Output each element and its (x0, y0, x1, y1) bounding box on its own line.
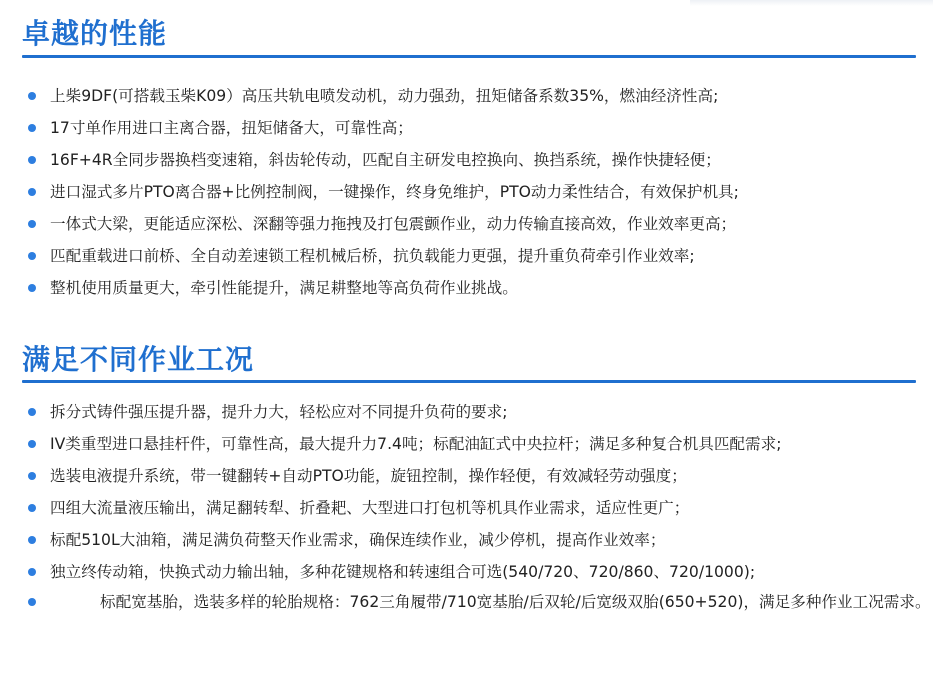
section-title: 满足不同作业工况 (22, 343, 255, 376)
bullet-dot-icon (28, 252, 36, 260)
section-title: 卓越的性能 (22, 17, 168, 50)
list-item (0, 176, 933, 208)
feature-text: 匹配重载进口前桥、全自动差速锁工程机械后桥，抗负载能力更强，提升重负荷牵引作业效率; (50, 247, 695, 265)
feature-text: 进口湿式多片PTO离合器+比例控制阀，一键操作，终身免维护，PTO动力柔性结合，有效保护机具; (50, 183, 739, 201)
bullet-dot-icon (28, 472, 36, 480)
feature-text: 上柴9DF(可搭载玉柴K09）高压共轨电喷发动机，动力强劲，扭矩储备系数35%，燃油经济性高; (50, 87, 719, 105)
list-item (0, 112, 933, 144)
list-item (0, 428, 933, 460)
list-item (0, 240, 933, 272)
bullet-dot-icon (28, 598, 36, 606)
bullet-dot-icon (28, 504, 36, 512)
list-item (0, 208, 933, 240)
bullet-dot-icon (28, 92, 36, 100)
feature-text: 拆分式铸件强压提升器，提升力大，轻松应对不同提升负荷的要求; (50, 403, 508, 421)
feature-list (0, 396, 933, 616)
section-title-underline (22, 380, 916, 383)
feature-text: 17寸单作用进口主离合器，扭矩储备大，可靠性高； (50, 119, 413, 137)
list-item (0, 396, 933, 428)
bullet-dot-icon (28, 156, 36, 164)
list-item (0, 80, 933, 112)
feature-text: 整机使用质量更大，牵引性能提升，满足耕整地等高负荷作业挑战。 (50, 279, 518, 297)
feature-text: 独立终传动箱，快换式动力输出轴，多种花键规格和转速组合可选(540/720、720/860、720/1000); (50, 563, 756, 581)
feature-text: 标配510L大油箱，满足满负荷整天作业需求，确保连续作业，减少停机，提高作业效率； (50, 531, 666, 549)
feature-text: 16F+4R全同步器换档变速箱，斜齿轮传动，匹配自主研发电控换向、换挡系统，操作快捷轻便； (50, 151, 721, 169)
list-item (0, 272, 933, 304)
section-title-underline (22, 55, 916, 58)
top-edge-shadow (690, 0, 933, 6)
feature-text: 四组大流量液压输出，满足翻转犁、折叠耙、大型进口打包机等机具作业需求，适应性更广； (50, 499, 690, 517)
bullet-dot-icon (28, 536, 36, 544)
list-item (0, 556, 933, 588)
list-item (0, 144, 933, 176)
bullet-dot-icon (28, 568, 36, 576)
bullet-dot-icon (28, 220, 36, 228)
feature-text: 一体式大梁，更能适应深松、深翻等强力拖拽及打包震颤作业，动力传输直接高效，作业效率更高； (50, 215, 737, 233)
list-item (0, 492, 933, 524)
bullet-dot-icon (28, 408, 36, 416)
list-item (0, 524, 933, 556)
feature-text: 标配宽基胎，选装多样的轮胎规格：762三角履带/710宽基胎/后双轮/后宽级双胎(650+520)，满足多种作业工况需求。 (100, 593, 931, 611)
list-item (0, 588, 933, 616)
list-item (0, 460, 933, 492)
feature-list (0, 80, 933, 304)
feature-text: 选装电液提升系统，带一键翻转+自动PTO功能，旋钮控制，操作轻便，有效减轻劳动强度； (50, 467, 687, 485)
bullet-dot-icon (28, 284, 36, 292)
bullet-dot-icon (28, 124, 36, 132)
bullet-dot-icon (28, 440, 36, 448)
bullet-dot-icon (28, 188, 36, 196)
feature-text: IV类重型进口悬挂杆件，可靠性高，最大提升力7.4吨；标配油缸式中央拉杆；满足多种复合机具匹配需求; (50, 435, 782, 453)
